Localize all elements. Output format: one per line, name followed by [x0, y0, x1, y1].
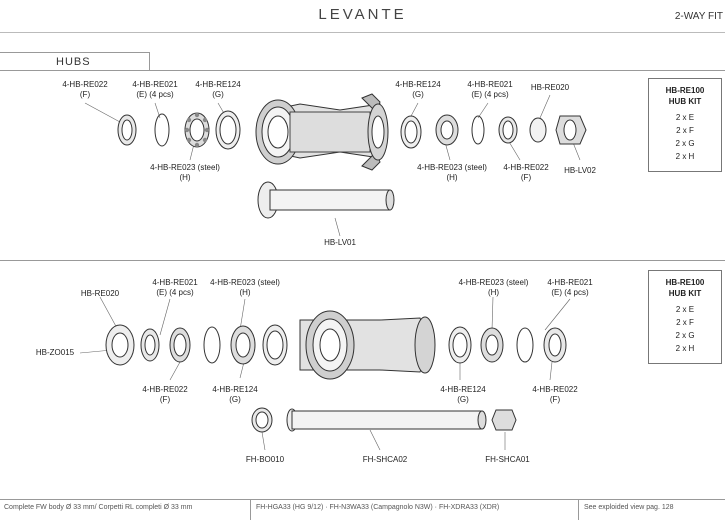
upper-label-re020: HB-RE020 — [530, 83, 570, 92]
lower-label-zo015: HB-ZO015 — [35, 348, 75, 357]
kit-name: HUB KIT — [668, 289, 702, 298]
upper-hub-kit-box — [648, 78, 722, 172]
footer-separator — [250, 500, 251, 520]
lower-axle-shca02 — [287, 409, 486, 431]
lower-label-re124-right: 4-HB-RE124 (G) — [440, 385, 486, 404]
lower-e-ring-2 — [204, 327, 220, 363]
upper-label-re022-right: 4-HB-RE022 (F) — [503, 163, 549, 182]
footer-bar — [0, 499, 725, 520]
upper-parts — [118, 94, 586, 218]
lower-hub-kit-box — [648, 270, 722, 364]
upper-label-lv02: HB-LV02 — [564, 166, 596, 175]
footer-separator — [578, 500, 579, 520]
upper-label-re022-left: 4-HB-RE022 (F) — [62, 80, 108, 99]
kit-name: HUB KIT — [668, 97, 702, 106]
upper-label-re124-right: 4-HB-RE124 (G) — [395, 80, 441, 99]
kit-item: 2 x F — [676, 126, 694, 135]
lower-label-re023-right: 4-HB-RE023 (steel) (H) — [458, 278, 529, 297]
upper-re020 — [530, 118, 546, 142]
lower-shca01 — [492, 410, 516, 430]
kit-item: 2 x F — [676, 318, 694, 327]
upper-label-re021-left: 4-HB-RE021 (E) (4 pcs) — [132, 80, 178, 99]
page-title: LEVANTE — [318, 6, 407, 23]
section-tab: HUBS — [0, 52, 150, 70]
upper-axle — [258, 182, 394, 218]
kit-item: 2 x E — [675, 305, 695, 314]
lower-label-shca02: FH-SHCA02 — [362, 455, 408, 464]
kit-item: 2 x G — [675, 139, 695, 148]
kit-code: HB-RE100 — [665, 278, 705, 287]
upper-e-ring-right — [472, 116, 484, 144]
upper-label-re124-left: 4-HB-RE124 (G) — [195, 80, 241, 99]
upper-e-ring — [155, 114, 169, 146]
lower-label-re022-right: 4-HB-RE022 (F) — [532, 385, 578, 404]
lower-label-re023-left: 4-HB-RE023 (steel) (H) — [210, 278, 280, 297]
lower-label-bo010: FH-BO010 — [245, 455, 285, 464]
footer-fw-codes: FH-HGA33 (HG 9/12) · FH-N3WA33 (Campagnolo N3W) · FH-XDRA33 (XDR) — [256, 504, 500, 511]
lower-label-re124-left: 4-HB-RE124 (G) — [212, 385, 258, 404]
kit-item: 2 x E — [675, 113, 695, 122]
page-subtitle: 2-WAY FIT — [674, 11, 723, 22]
lower-label-re021-left: 4-HB-RE021 (E) (4 pcs) — [152, 278, 198, 297]
kit-item: 2 x H — [675, 152, 695, 161]
upper-label-re021-right: 4-HB-RE021 (E) (4 pcs) — [467, 80, 513, 99]
footer-see-page: See exploided view pag. 128 — [584, 504, 674, 511]
lower-e-ring-right — [517, 328, 533, 362]
lower-label-re022-left: 4-HB-RE022 (F) — [142, 385, 188, 404]
kit-item: 2 x H — [675, 344, 695, 353]
kit-code: HB-RE100 — [665, 86, 705, 95]
footer-fw-body: Complete FW body Ø 33 mm/ Corpetti RL completi Ø 33 mm — [4, 504, 193, 511]
upper-label-re023-right: 4-HB-RE023 (steel) (H) — [417, 163, 487, 182]
lower-label-shca01: FH-SHCA01 — [485, 455, 530, 464]
upper-label-lv01: HB-LV01 — [324, 238, 356, 247]
lower-label-re020: HB-RE020 — [80, 289, 120, 298]
lower-label-re021-right: 4-HB-RE021 (E) (4 pcs) — [547, 278, 593, 297]
kit-item: 2 x G — [675, 331, 695, 340]
upper-label-re023-left: 4-HB-RE023 (steel) (H) — [150, 163, 220, 182]
